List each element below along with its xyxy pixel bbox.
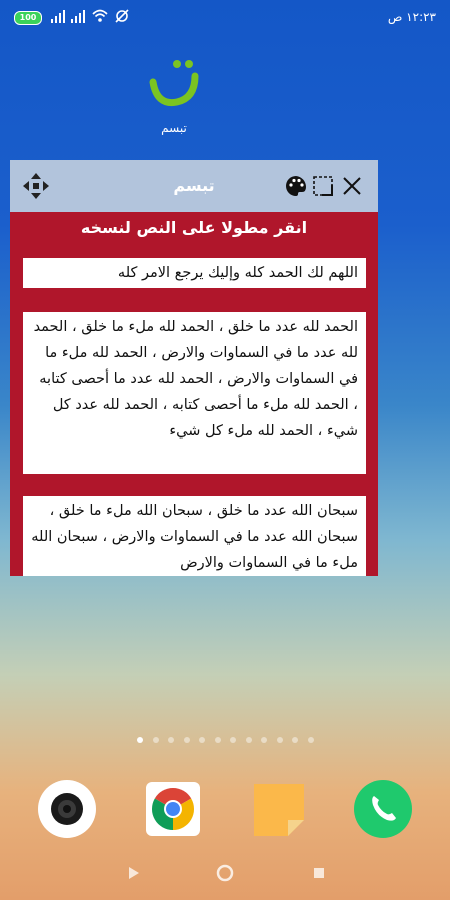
status-bar (0, 0, 450, 34)
page-dot[interactable] (199, 737, 205, 743)
page-dot[interactable] (230, 737, 236, 743)
page-dot[interactable] (292, 737, 298, 743)
wifi-icon (92, 8, 108, 24)
dhikr-card[interactable]: الحمد لله عدد ما خلق ، الحمد لله ملء ما خلق ، الحمد لله عدد ما في السماوات والارض ، الحمد لله ملء ما في السماوات والارض ، الحمد لله عدد ما أحصى كتابه ، الحمد لله ملء ما أحصى كتابه ، الحمد لله عدد كل شيء ، الحمد لله ملء كل شيء (23, 312, 366, 474)
sync-off-icon (114, 8, 130, 24)
chrome-app-icon[interactable] (144, 780, 202, 838)
page-dot[interactable] (308, 737, 314, 743)
app-label[interactable]: تبسم (161, 121, 187, 135)
widget-title: تبسم (173, 176, 215, 195)
battery-icon: 100 (14, 11, 42, 25)
page-dot[interactable] (168, 737, 174, 743)
page-dot[interactable] (137, 737, 143, 743)
widget-header[interactable] (10, 160, 378, 212)
floating-widget (10, 160, 378, 576)
clock: ١٢:٢٣ ص (387, 10, 436, 24)
page-dot[interactable] (261, 737, 267, 743)
back-icon[interactable] (124, 863, 144, 883)
phone-app-icon[interactable] (354, 780, 412, 838)
widget-body (10, 212, 378, 576)
page-dot[interactable] (277, 737, 283, 743)
close-icon[interactable] (340, 174, 364, 198)
tabassum-app-icon[interactable] (139, 52, 209, 122)
home-icon[interactable] (215, 863, 235, 883)
page-dot[interactable] (184, 737, 190, 743)
resize-icon[interactable] (312, 175, 334, 197)
dhikr-card[interactable]: سبحان الله عدد ما خلق ، سبحان الله ملء ما خلق ، سبحان الله عدد ما في السماوات والارض ، سبحان الله ملء ما في السماوات والارض (23, 496, 366, 576)
dhikr-card[interactable]: اللهم لك الحمد كله وإليك يرجع الامر كله (23, 258, 366, 288)
signal-icon-2 (70, 8, 86, 24)
camera-app-icon[interactable] (38, 780, 96, 838)
signal-icon (50, 8, 66, 24)
palette-icon[interactable] (284, 174, 308, 198)
copy-hint: انقر مطولا على النص لنسخه (80, 218, 308, 237)
page-dot[interactable] (246, 737, 252, 743)
notes-app-icon[interactable] (250, 780, 308, 838)
recents-icon[interactable] (309, 863, 329, 883)
page-dot[interactable] (153, 737, 159, 743)
page-dot[interactable] (215, 737, 221, 743)
